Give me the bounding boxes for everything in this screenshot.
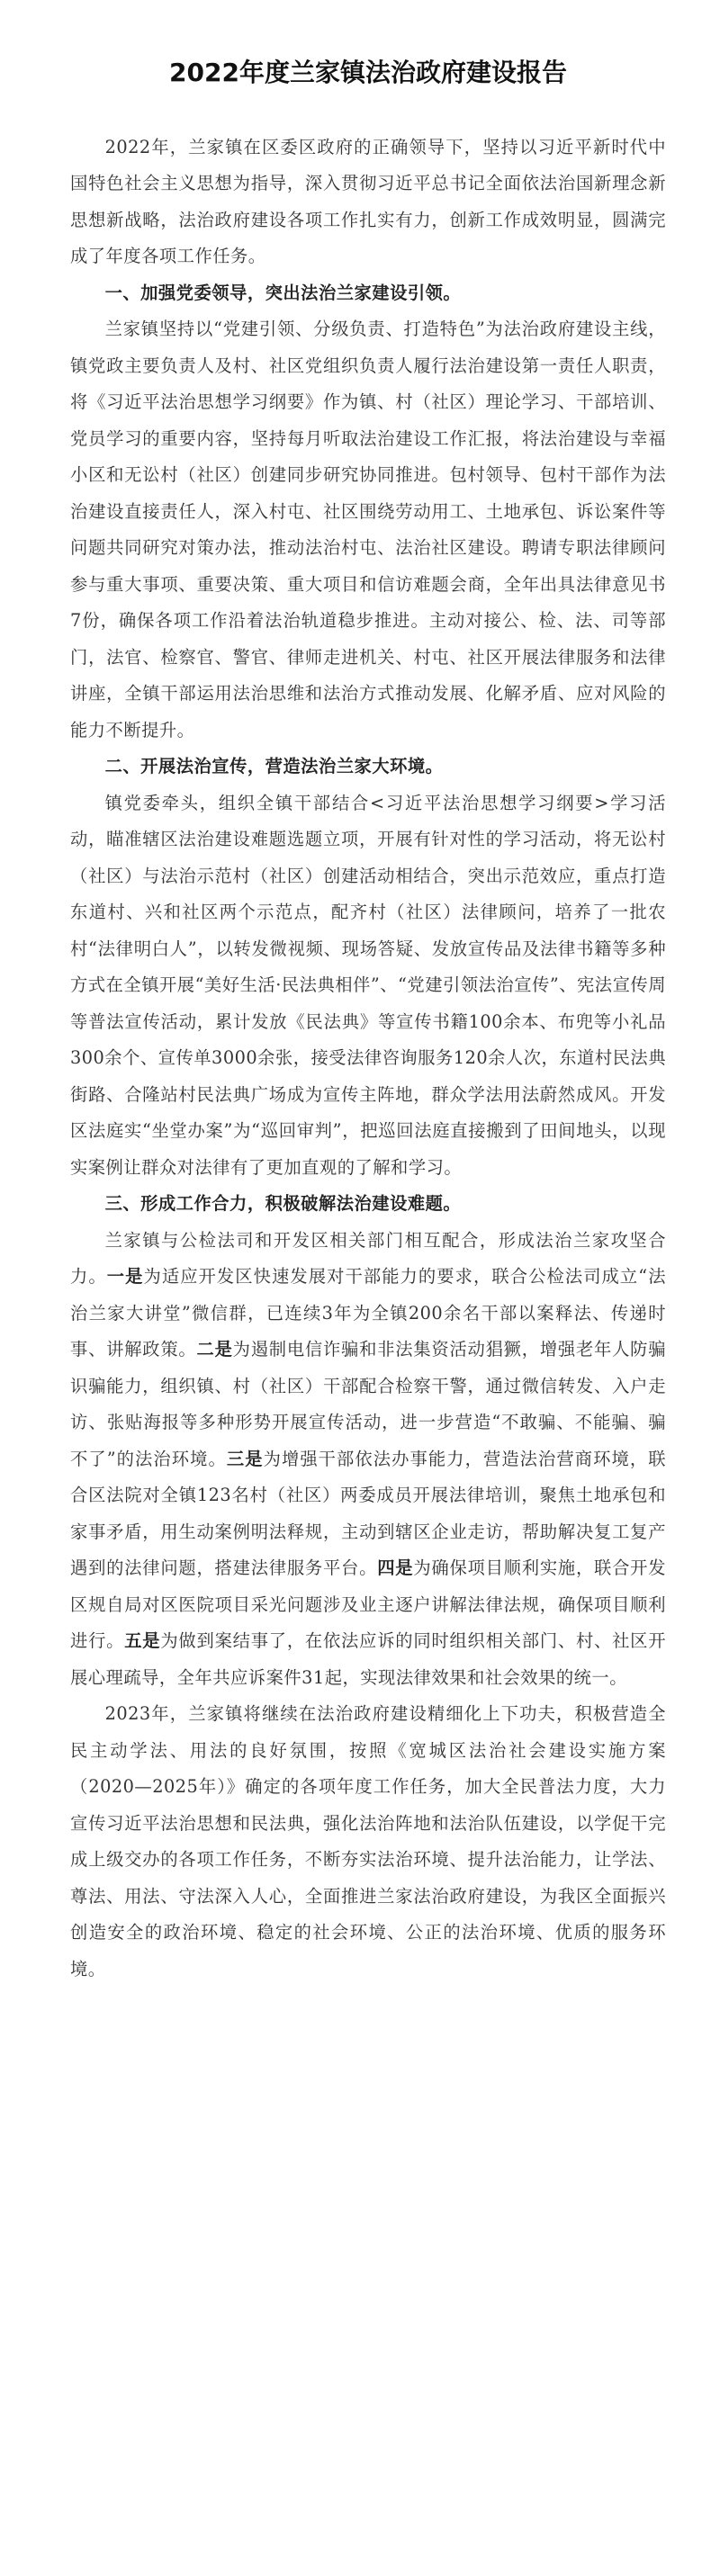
section-3-item-2-text: 为遏制电信诈骗和非法集资活动猖獗，增强老年人防骗识骗能力，组织镇、村（社区）干部配合检察干警，通过微信转发、入户走访、张贴海报等多种形势开展宣传活动，进一步营造“不敢骗、不能骗、骗不了”的法治环境。 [70, 1339, 667, 1469]
section-3-heading: 三、形成工作合力，积极破解法治建设难题。 [104, 1193, 462, 1215]
section-2-heading: 二、开展法治宣传，营造法治兰家大环境。 [104, 756, 444, 777]
section-3-item-1-label: 一是 [106, 1266, 144, 1288]
section-3-item-5-text: 为做到案结事了，在依法应诉的同时组织相关部门、村、社区开展心理疏导，全年共应诉案件31起，实现法律效果和社会效果的统一。 [70, 1630, 667, 1688]
section-1-body: 兰家镇坚持以“党建引领、分级负责、打造特色”为法治政府建设主线，镇党政主要负责人及村、社区党组织负责人履行法治建设第一责任人职责，将《习近平法治思想学习纲要》作为镇、村（社区）理论学习、干部培训、党员学习的重要内容，坚持每月听取法治建设工作汇报，将法治建设与幸福小区和无讼村（社区）创建同步研究协同推进。包村领导、包村干部作为法治建设直接责任人，深入村屯、社区围绕劳动用工、土地承包、诉讼案件等问题共同研究对策办法，推动法治村屯、法治社区建设。聘请专职法律顾问参与重大事项、重要决策、重大项目和信访难题会商，全年出具法律意见书7份，确保各项工作沿着法治轨道稳步推进。主动对接公、检、法、司等部门，法官、检察官、警官、律师走进机关、村屯、社区开展法律服务和法律讲座，全镇干部运用法治思维和法治方式推动发展、化解矛盾、应对风险的能力不断提升。 [70, 319, 666, 740]
section-3-item-4-label: 四是 [377, 1557, 414, 1579]
report-title: 2022年度兰家镇法治政府建设报告 [169, 58, 567, 87]
section-3-item-4-text: 为确保项目顺利实施，联合开发区规自局对区医院项目采光问题涉及业主逐户讲解法律法规，确保项目顺利进行。 [70, 1557, 667, 1652]
section-1-heading: 一、加强党委领导，突出法治兰家建设引领。 [104, 282, 462, 303]
section-3-body [70, 1223, 666, 1697]
section-3-item-1-text: 为适应开发区快速发展对干部能力的要求，联合公检法司成立“法治兰家大讲堂”微信群，已连续3年为全镇200余名干部以案释法、传递时事、讲解政策。 [70, 1266, 667, 1360]
section-3-item-2-label: 二是 [196, 1339, 233, 1360]
section-3-item-3-label: 三是 [226, 1448, 264, 1469]
section-3-lead: 兰家镇与公检法司和开发区相关部门相互配合，形成法治兰家攻坚合力。 [70, 1229, 666, 1288]
section-3-item-5-label: 五是 [124, 1630, 161, 1652]
intro-paragraph: 2022年，兰家镇在区委区政府的正确领导下，坚持以习近平新时代中国特色社会主义思想为指导，深入贯彻习近平总书记全面依法治国新理念新思想新战略，法治政府建设各项工作扎实有力，创新工作成效明显，圆满完成了年度各项工作任务。 [70, 136, 666, 267]
section-3-item-3-text: 为增强干部依法办事能力，营造法治营商环境，联合区法院对全镇123名村（社区）两委成员开展法律培训，聚焦土地承包和家事矛盾，用生动案例明法释规，主动到辖区企业走访，帮助解决复工复产遇到的法律问题，搭建法律服务平台。 [70, 1448, 667, 1579]
closing-paragraph: 2023年，兰家镇将继续在法治政府建设精细化上下功夫，积极营造全民主动学法、用法的良好氛围，按照《宽城区法治社会建设实施方案（2020—2025年）》确定的各项年度工作任务，加大全民普法力度，大力宣传习近平法治思想和民法典，强化法治阵地和法治队伍建设，以学促干完成上级交办的各项工作任务，不断夯实法治环境、提升法治能力，让学法、尊法、用法、守法深入人心，全面推进兰家法治政府建设，为我区全面振兴创造安全的政治环境、稳定的社会环境、公正的法治环境、优质的服务环境。 [70, 1703, 666, 1979]
section-2-body: 镇党委牵头，组织全镇干部结合<习近平法治思想学习纲要>学习活动，瞄准辖区法治建设难题选题立项，开展有针对性的学习活动，将无讼村（社区）与法治示范村（社区）创建活动相结合，突出示范效应，重点打造东道村、兴和社区两个示范点，配齐村（社区）法律顾问，培养了一批农村“法律明白人”，以转发微视频、现场答疑、发放宣传品及法律书籍等多种方式在全镇开展“美好生活·民法典相伴”、“党建引领法治宣传”、宪法宣传周等普法宣传活动，累计发放《民法典》等宣传书籍100余本、布兜等小礼品300余个、宣传单3000余张，接受法律咨询服务120余人次，东道村民法典街路、合隆站村民法典广场成为宣传主阵地，群众学法用法蔚然成风。开发区法庭实“坐堂办案”为“巡回审判”，把巡回法庭直接搬到了田间地头，以现实案例让群众对法律有了更加直观的了解和学习。 [70, 792, 666, 1178]
